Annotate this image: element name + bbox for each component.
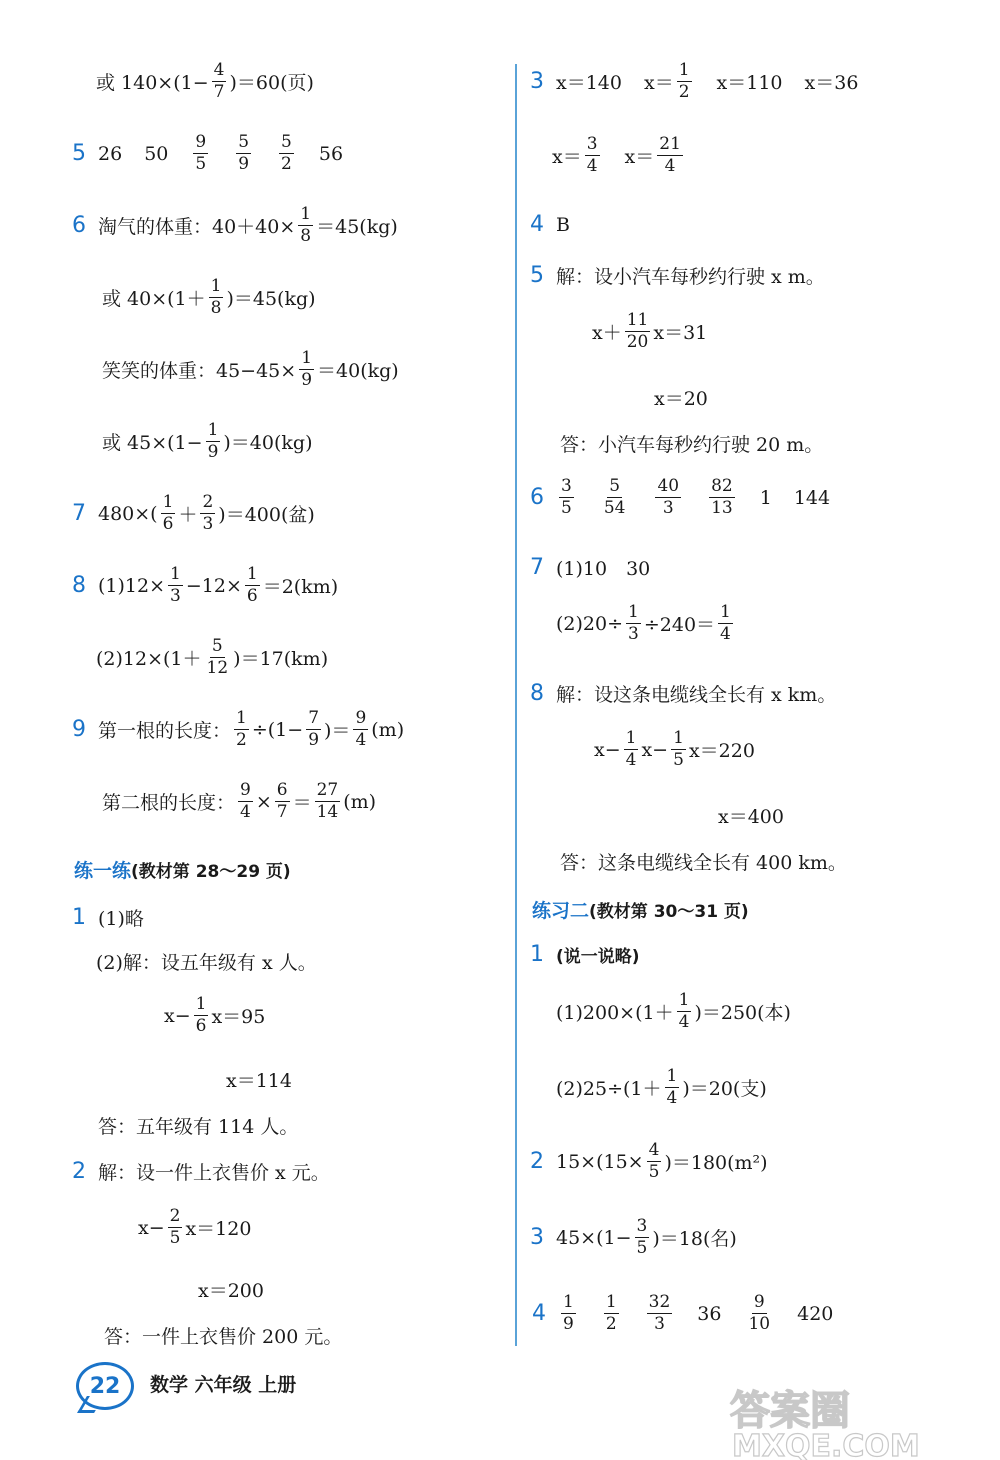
practice-1: 1 (1)略 bbox=[72, 905, 144, 930]
page-number-badge: 22 bbox=[76, 1362, 134, 1410]
answer-line: 答：小汽车每秒约行驶 20 m。 bbox=[560, 434, 824, 456]
right-question-7: 7 (1)10 30 bbox=[530, 555, 651, 580]
section-heading-exercise-2 bbox=[532, 896, 749, 923]
section-title: 练习二 bbox=[532, 900, 590, 922]
answer-line: 或 45×(1− $\frac{1}{9}$ )＝40(kg) bbox=[102, 420, 313, 462]
watermark-line2: MXQE.COM bbox=[732, 1429, 920, 1460]
answer-line: (2)解：设五年级有 x 人。 bbox=[96, 952, 317, 974]
answer-line: 或 40×(1＋ $\frac{1}{8}$ )＝45(kg) bbox=[102, 276, 316, 318]
question-number: 3 bbox=[530, 1225, 544, 1250]
question-6: 6 淘气的体重：40＋40× $\frac{1}{8}$ ＝45(kg) bbox=[72, 204, 398, 246]
answer-line bbox=[96, 62, 314, 101]
equation: x− $\frac{1}{6}$ x＝95 bbox=[164, 994, 266, 1036]
answer-line: 答：这条电缆线全长有 400 km。 bbox=[560, 852, 847, 874]
right-question-4: 4 B bbox=[530, 212, 570, 237]
right-question-8: 8 解：设这条电缆线全长有 x km。 bbox=[530, 681, 837, 706]
answer-line: 答：五年级有 114 人。 bbox=[98, 1116, 299, 1138]
exercise-1: 1 (说一说略) bbox=[530, 942, 640, 967]
answer-line: 答：一件上衣售价 200 元。 bbox=[104, 1326, 343, 1348]
question-number: 1 bbox=[530, 942, 544, 967]
equation: x− $\frac{1}{4}$ x− $\frac{1}{5}$ x＝220 bbox=[594, 728, 755, 770]
practice-2: 2 解：设一件上衣售价 x 元。 bbox=[72, 1159, 330, 1184]
question-number: 4 bbox=[532, 1301, 546, 1326]
question-number: 5 bbox=[72, 141, 86, 166]
answer-line: x＝ $\frac{3}{4}$ x＝ $\frac{21}{4}$ bbox=[552, 134, 681, 176]
question-number: 9 bbox=[72, 717, 86, 742]
answer-line: (2)12×(1＋ $\frac{5}{12}$ )＝17(km) bbox=[96, 636, 329, 678]
right-question-3: 3 x＝140 x＝ $\frac{1}{2}$ x＝110 x＝36 bbox=[530, 60, 859, 102]
equation: (1)200×(1＋ $\frac{1}{4}$ )＝250(本) bbox=[556, 990, 791, 1032]
equation: x− $\frac{2}{5}$ x＝120 bbox=[138, 1206, 252, 1248]
right-question-6: 6 $\frac{3}{5}$ $\frac{5}{54}$ $\frac{40}{3}$ $\frac{82}{13}$ 1 144 bbox=[530, 476, 831, 518]
question-number: 7 bbox=[72, 501, 86, 526]
exercise-4: 4 $\frac{1}{9}$ $\frac{1}{2}$ $\frac{32}{3}$ 36 $\frac{9}{10}$ 420 bbox=[532, 1292, 834, 1334]
right-question-5: 5 解：设小汽车每秒约行驶 x m。 bbox=[530, 263, 825, 288]
text: )＝60(页) bbox=[229, 72, 314, 94]
answer-line: 笑笑的体重：45−45× $\frac{1}{9}$ ＝40(kg) bbox=[102, 348, 399, 390]
equation: (2)20÷ $\frac{1}{3}$ ÷240＝ $\frac{1}{4}$ bbox=[556, 602, 731, 644]
question-number: 2 bbox=[530, 1149, 544, 1174]
question-number: 8 bbox=[72, 573, 86, 598]
section-subtitle: (教材第 28～29 页) bbox=[131, 862, 291, 882]
equation: x＝114 bbox=[226, 1070, 292, 1092]
text: 或 140×(1− bbox=[96, 72, 209, 94]
answer-line: 第二根的长度： $\frac{9}{4}$ × $\frac{6}{7}$ ＝ $\frac{27}{14}$ (m) bbox=[102, 780, 377, 822]
equation: x＝20 bbox=[654, 388, 708, 410]
question-number: 8 bbox=[530, 681, 544, 706]
fraction: $\frac{4}{7}$ bbox=[213, 60, 225, 102]
question-number: 3 bbox=[530, 69, 544, 94]
question-number: 1 bbox=[72, 905, 86, 930]
section-subtitle: (教材第 30～31 页) bbox=[589, 902, 749, 922]
exercise-3: 3 45×(1− $\frac{3}{5}$ )＝18(名) bbox=[530, 1216, 737, 1258]
question-5: 5 26 50 $\frac{9}{5}$ $\frac{5}{9}$ $\frac{5}{2}$ 56 bbox=[72, 132, 344, 174]
equation: x＝400 bbox=[718, 806, 784, 828]
column-divider bbox=[515, 64, 517, 1346]
question-7: 7 480×( $\frac{1}{6}$ ＋ $\frac{2}{3}$ )＝400(盆) bbox=[72, 492, 315, 534]
exercise-2: 2 15×(15× $\frac{4}{5}$ )＝180(m²) bbox=[530, 1140, 768, 1182]
question-number: 5 bbox=[530, 263, 544, 288]
equation: (2)25÷(1＋ $\frac{1}{4}$ )＝20(支) bbox=[556, 1066, 767, 1108]
question-number: 6 bbox=[530, 485, 544, 510]
footer-title: 数学 六年级 上册 bbox=[150, 1374, 297, 1396]
section-heading-practice bbox=[74, 856, 291, 883]
question-8: 8 (1)12× $\frac{1}{3}$ −12× $\frac{1}{6}$ ＝2(km) bbox=[72, 564, 339, 606]
equation: x＋ $\frac{11}{20}$ x＝31 bbox=[592, 310, 708, 352]
question-number: 2 bbox=[72, 1159, 86, 1184]
question-9: 9 第一根的长度： $\frac{1}{2}$ ÷(1− $\frac{7}{9}$ )＝ $\frac{9}{4}$ (m) bbox=[72, 708, 405, 750]
question-number: 4 bbox=[530, 212, 544, 237]
question-number: 6 bbox=[72, 213, 86, 238]
watermark-logo bbox=[720, 1380, 990, 1460]
equation: x＝200 bbox=[198, 1280, 264, 1302]
section-title: 练一练 bbox=[74, 860, 132, 882]
question-number: 7 bbox=[530, 555, 544, 580]
watermark-line1: 答案圈 bbox=[730, 1388, 850, 1434]
